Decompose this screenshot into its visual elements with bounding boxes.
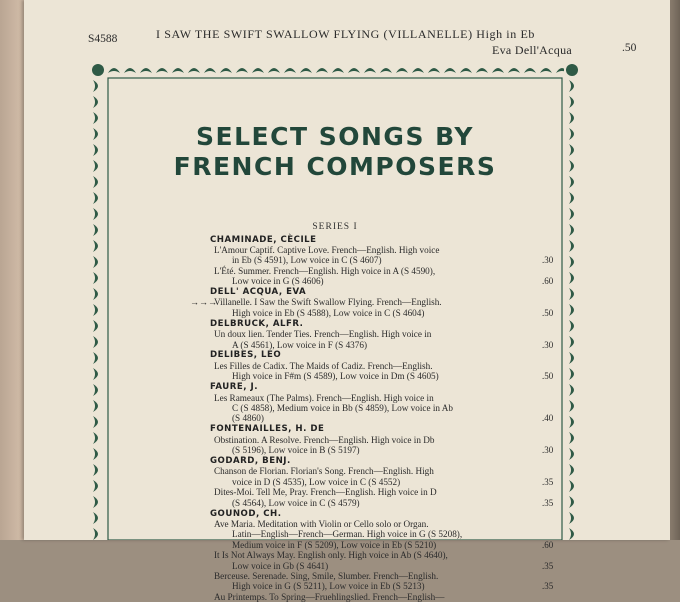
- composer-heading: DELL' ACQUA, EVA: [210, 287, 307, 298]
- catalog-code: S4588: [88, 33, 118, 45]
- song-price: .35: [542, 560, 554, 571]
- song-entry-line: Dites-Moi. Tell Me, Pray. French—English. High voice in D: [214, 487, 437, 498]
- song-price: .35: [542, 476, 554, 487]
- song-price: .30: [542, 339, 554, 350]
- song-entry: [210, 329, 554, 350]
- song-entry-line: (S 4860): [232, 413, 264, 424]
- page-title: [96, 122, 574, 182]
- song-entry-line: High voice in G (S 5211), Low voice in Eb (S 5213): [232, 581, 425, 592]
- song-entry: [210, 244, 554, 266]
- composer-heading: DELIBES, LEO: [210, 350, 282, 361]
- song-price: .35: [542, 497, 554, 508]
- song-entry-line: It Is Not Always May. English only. High voice in Ab (S 4640),: [214, 550, 448, 561]
- song-entry: [210, 434, 554, 456]
- song-entry-line: Low voice in Gb (S 4641): [232, 560, 329, 571]
- song-entry-line: voice in D (S 4535), Low voice in C (S 4552): [232, 476, 401, 487]
- song-entry: [210, 592, 540, 602]
- song-entry: [210, 518, 554, 550]
- song-price: .50: [542, 371, 554, 382]
- song-entry: [210, 392, 554, 424]
- song-entry-line: Chanson de Florian. Florian's Song. French—English. High: [214, 466, 434, 477]
- song-entry-line: Obstination. A Resolve. French—English. High voice in Db: [214, 434, 435, 445]
- song-entry-line: Au Printemps. To Spring—Fruehlingslied. French—English—: [214, 591, 445, 602]
- song-title: I SAW THE SWIFT SWALLOW FLYING (VILLANELLE) High in Eb: [156, 27, 535, 41]
- song-entry-line: Latin—English—French—German. High voice in G (S 5208),: [232, 529, 463, 540]
- composer-heading: GODARD, BENJ.: [210, 456, 291, 467]
- song-price: .50: [542, 307, 554, 318]
- composer-heading: FAURE, J.: [210, 382, 258, 393]
- composer-heading: CHAMINADE, CÈCILE: [210, 234, 317, 245]
- song-entry-line: Low voice in G (S 4606): [232, 276, 324, 287]
- title-line-2: FRENCH COMPOSERS: [173, 152, 497, 181]
- song-entry-line: Medium voice in F (S 5209), Low voice in Eb (S 5210): [232, 539, 437, 550]
- song-entry-line: Berceuse. Serenade. Sing, Smile, Slumber. French—English.: [214, 571, 439, 581]
- composer-heading: GOUNOD, CH.: [210, 508, 282, 519]
- song-entry: [210, 487, 554, 508]
- song-entry-line: A (S 4561), Low voice in F (S 4376): [232, 339, 367, 350]
- song-entry-line: (S 4564), Low voice in C (S 4579): [232, 497, 360, 508]
- song-price: .50: [622, 42, 637, 54]
- song-entry-line: Les Filles de Cadix. The Maids of Cadiz. French—English.: [214, 360, 433, 371]
- song-entry-line: Les Rameaux (The Palms). French—English. High voice in: [214, 392, 434, 403]
- song-price: .30: [542, 445, 554, 456]
- song-price: .60: [542, 276, 554, 287]
- song-entry-line: Un doux lien. Tender Ties. French—English. High voice in: [214, 329, 432, 340]
- song-entry: [190, 297, 554, 318]
- song-price: .30: [542, 255, 554, 266]
- song-entry: [210, 265, 554, 287]
- song-listing: [190, 234, 554, 602]
- song-entry-line: High voice in F#m (S 4589), Low voice in Dm (S 4605): [232, 371, 439, 382]
- series-label: SERIES I: [312, 222, 358, 232]
- song-entry-line: (S 5196), Low voice in B (S 5197): [232, 445, 360, 456]
- song-entry-line: C (S 4858), Medium voice in Bb (S 4859), Low voice in Ab: [232, 403, 453, 413]
- song-price: .35: [542, 581, 554, 592]
- song-entry: [210, 571, 554, 592]
- song-composer: Eva Dell'Acqua: [492, 43, 572, 57]
- song-price: .40: [542, 413, 554, 424]
- song-entry-line: Ave Maria. Meditation with Violin or Cello solo or Organ.: [214, 518, 429, 529]
- composer-heading: DELBRUCK, ALFR.: [210, 318, 304, 329]
- song-entry-line: L'Amour Captif. Captive Love. French—English. High voice: [214, 244, 440, 255]
- song-entry-line: Villanelle. I Saw the Swift Swallow Flying. French—English.: [214, 297, 442, 308]
- song-entry: [210, 360, 554, 382]
- song-entry-line: High voice in Eb (S 4588), Low voice in C (S 4604): [232, 307, 425, 318]
- pointer-arrow-icon: →→→: [190, 297, 217, 308]
- song-entry: [210, 550, 554, 571]
- title-line-1: SELECT SONGS BY: [196, 122, 474, 151]
- song-entry-line: in Eb (S 4591), Low voice in C (S 4607): [232, 255, 382, 266]
- song-entry: [210, 466, 554, 487]
- song-price: .60: [542, 539, 554, 550]
- header-line: [24, 22, 670, 62]
- composer-heading: FONTENAILLES, H. DE: [210, 424, 325, 435]
- song-entry-line: L'Été. Summer. French—English. High voice in A (S 4590),: [214, 265, 436, 276]
